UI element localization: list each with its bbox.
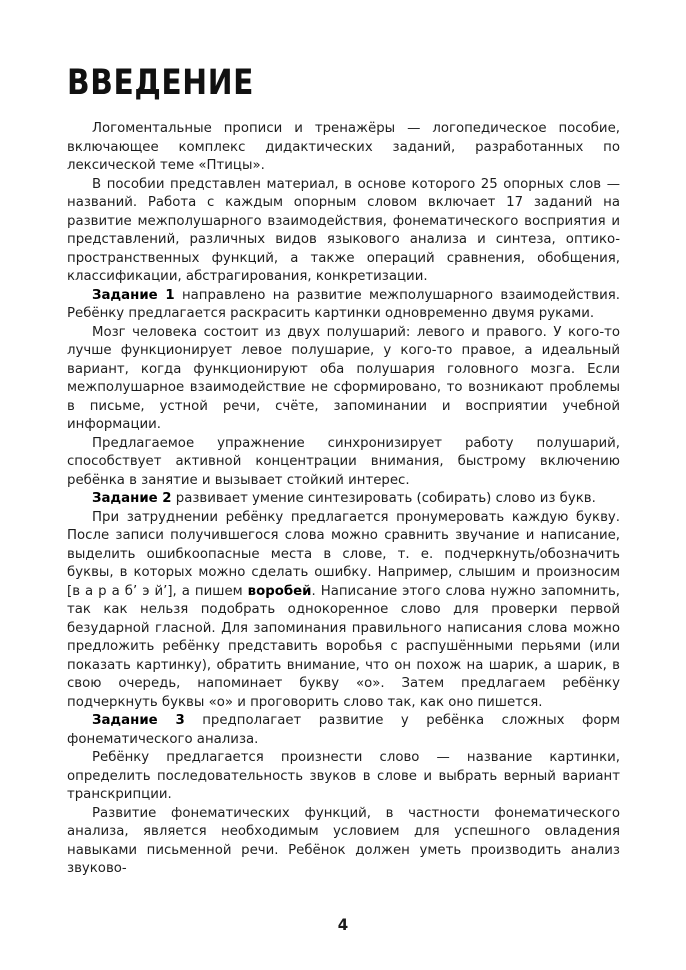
body-text-block: [67, 120, 620, 879]
task-3-label: Задание 3: [92, 713, 185, 728]
paragraph-text: В пособии представлен материал, в основе которого 25 опорных слов — названий. Работа с каждым опорным словом включает 17 заданий на развитие межполушарного взаимодействия, фонематического восприятия и представлений, различных видов языкового анализа и синтеза, оптико-пространственных функций, а также операций сравнения, обобщения, классификации, абстрагирования, конкретизации.: [67, 176, 620, 284]
paragraph-brain-hemispheres: [67, 324, 620, 435]
paragraph-task-2-details: [67, 509, 620, 713]
paragraph-text: Предлагаемое упражнение синхронизирует работу полушарий, способствует активной концентрации внимания, быстрому включению ребёнка в занятие и вызывает стойкий интерес.: [67, 435, 620, 488]
page-content: [67, 62, 620, 879]
paragraph-text: Развитие фонематических функций, в частности фонематического анализа, является необходимым условием для успешного овладения навыками письменной речи. Ребёнок должен уметь производить анализ звуково-: [67, 805, 620, 876]
paragraph-exercise-benefits: [67, 435, 620, 491]
paragraph-text: Мозг человека состоит из двух полушарий: левого и правого. У кого-то лучше функционирует левое полушарие, у кого-то правое, а идеальный вариант, когда функционируют оба полушария головного мозга. Если межполушарное взаимодействие не сформировано, то возникают проблемы в письме, устной речи, счёте, запоминании и восприятии учебной информации.: [67, 324, 620, 432]
paragraph-intro-1: [67, 120, 620, 176]
paragraph-text: Логоментальные прописи и тренажёры — логопедическое пособие, включающее комплекс дидактических заданий, разработанных по лексической теме «Птицы».: [67, 121, 620, 173]
task-1-label: Задание 1: [92, 287, 175, 303]
paragraph-task-2: [67, 490, 620, 509]
paragraph-task-1: [67, 287, 620, 324]
page-number: 4: [337, 915, 349, 935]
paragraph-text: развивает умение синтезировать (собирать) слово из букв.: [171, 491, 596, 506]
task-2-label: Задание 2: [92, 491, 172, 506]
paragraph-intro-2: [67, 176, 620, 287]
paragraph-task-3-details: [67, 749, 620, 805]
paragraph-text: Ребёнку предлагается произнести слово — название картинки, определить последовательность звуков в слове и выбрать верный вариант транскрипции.: [67, 750, 620, 802]
paragraph-text: предполагает развитие у ребёнка сложных форм фонематического анализа.: [67, 713, 620, 747]
paragraph-text: направлено на развитие межполушарного взаимодействия. Ребёнку предлагается раскрасить картинки одновременно двумя руками.: [67, 287, 620, 321]
paragraph-task-3: [67, 712, 620, 749]
example-word-vorobey: воробей: [247, 583, 312, 599]
page-title: ВВЕДЕНИЕ: [67, 60, 255, 103]
paragraph-text-after-example: . Написание этого слова нужно запомнить, так как нельзя подобрать однокоренное слово для проверки первой безударной гласной. Для запоминания правильного написания слова можно предложить ребёнку представить воробья с распушёнными перьями (или показать картинку), обратить внимание, что он похож на шарик, а шарик, в свою очередь, напоминает букву «о». Затем предлагаем ребёнку подчеркнуть буквы «о» и проговорить слово так, как оно пишется.: [67, 583, 621, 710]
paragraph-text-before-example: При затруднении ребёнку предлагается пронумеровать каждую букву. После записи получившегося слова можно сравнить звучание и написание, выделить ошибкоопасные места в слове, т. е. подчеркнуть/обозначить буквы, в которых можно сделать ошибку. Например, слышим и произносим [в а р а б’ э й’], а пишем: [67, 509, 620, 599]
paragraph-phonemic-functions: [67, 805, 620, 879]
